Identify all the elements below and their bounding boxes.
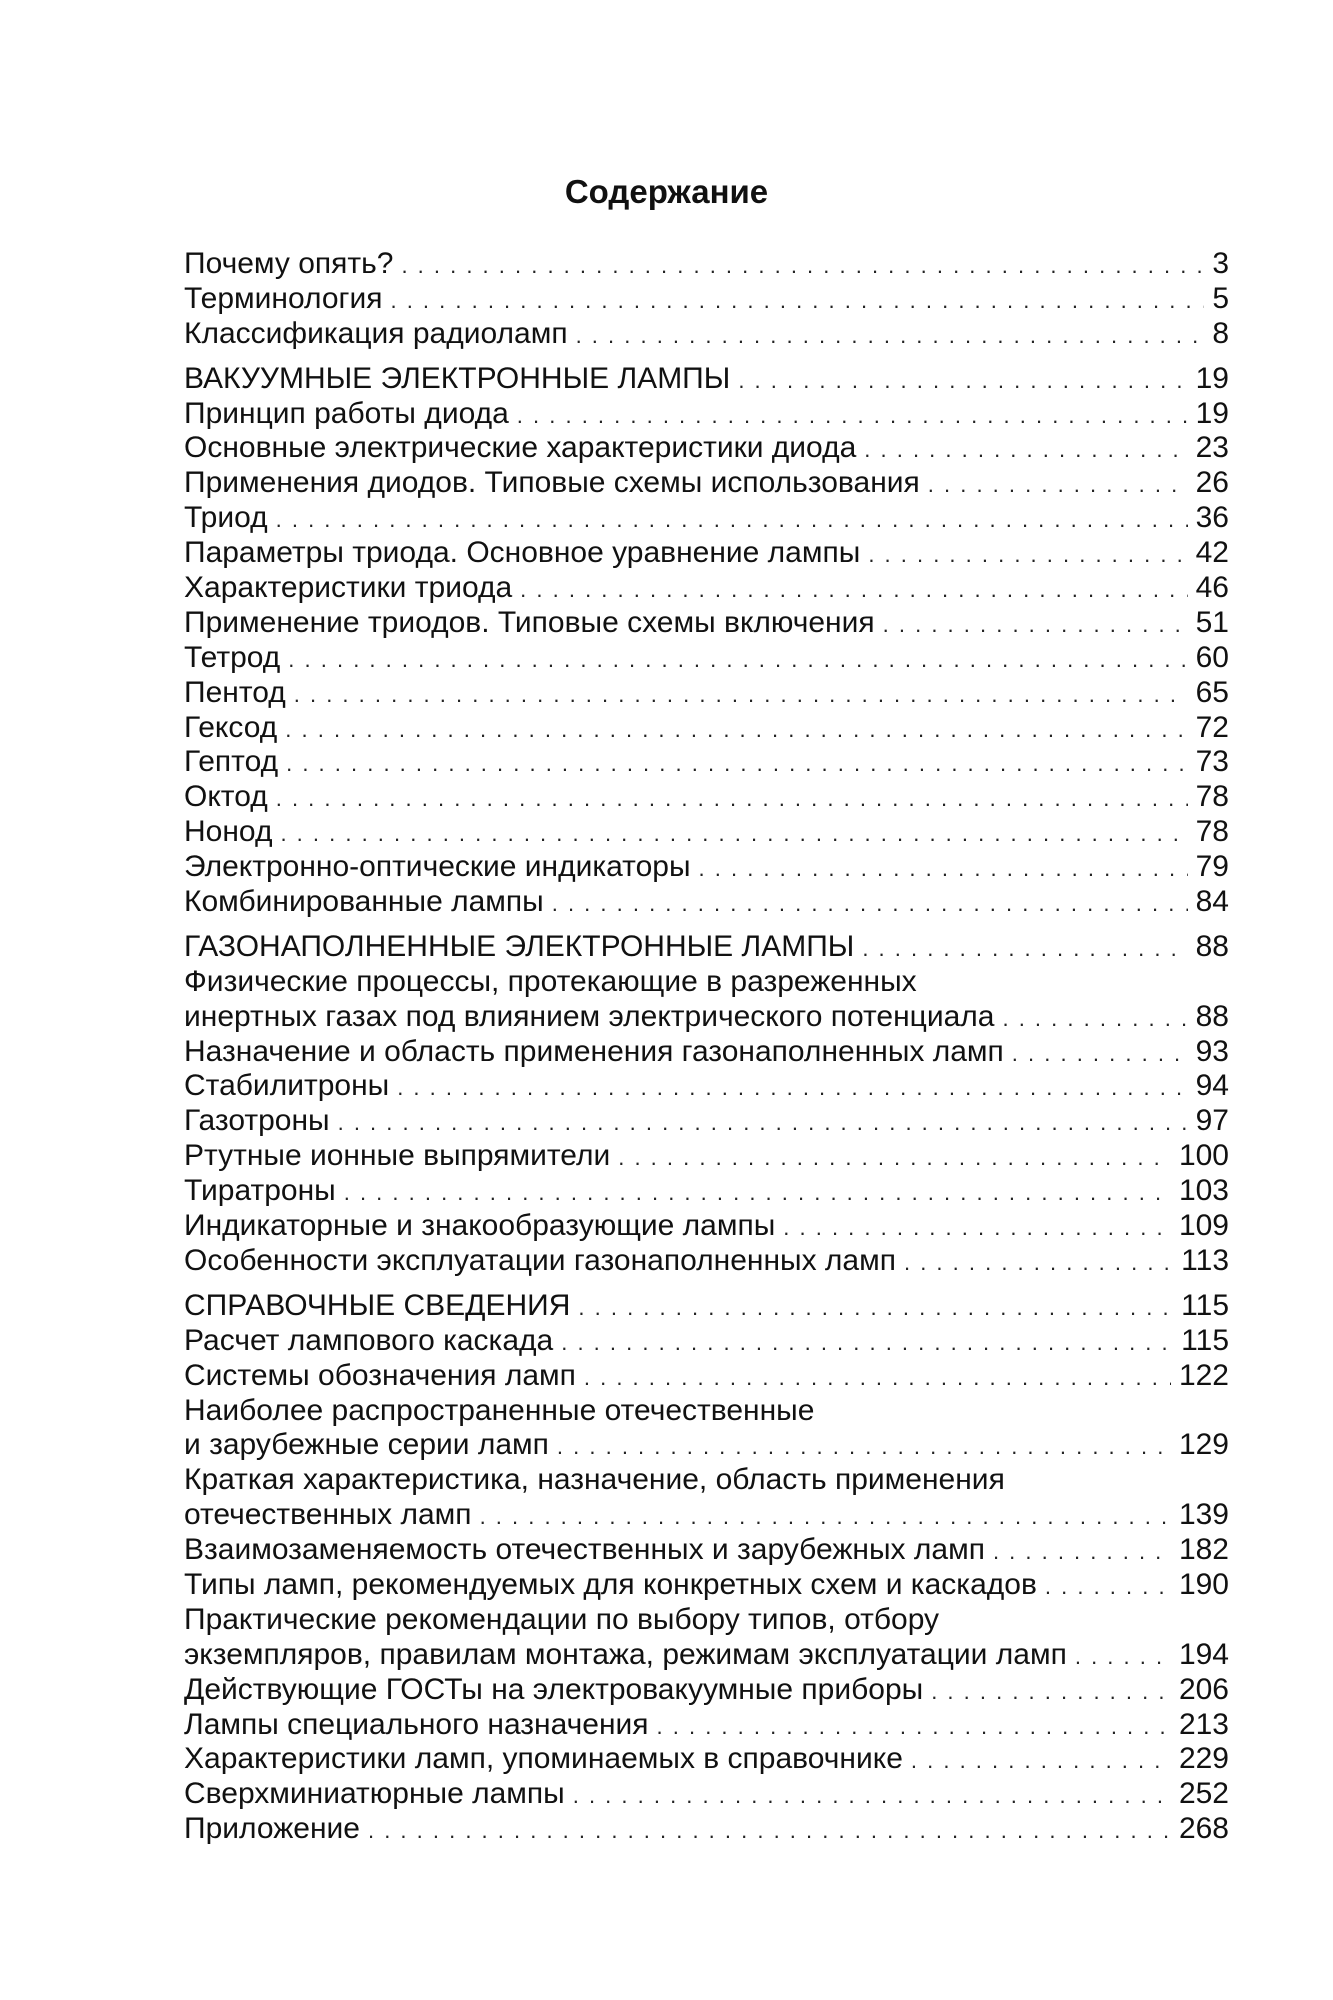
dot-leader [390,284,1204,319]
dot-leader [868,538,1187,573]
toc-entry [184,1244,1229,1279]
toc-entry-title: Гептод [184,745,279,779]
dot-leader [517,399,1188,434]
dot-leader [578,1291,1173,1326]
toc-entry [184,1742,1229,1777]
toc-entry-title: Практические рекомендации по выбору типов, отбору [184,1602,940,1636]
toc-page-number: 206 [1178,1672,1229,1706]
dot-leader [1075,1640,1171,1675]
toc-entry-title: Классификация радиоламп [184,316,568,350]
toc-entry [184,397,1229,432]
dot-leader [552,887,1188,922]
toc-entry-title: СПРАВОЧНЫЕ СВЕДЕНИЯ [184,1288,571,1322]
toc-entry-title: Наиболее распространенные отечественные [184,1393,815,1427]
toc-entry-title: инертных газах под влиянием электрического потенциала [184,999,995,1033]
toc-page-number: 78 [1195,815,1229,849]
toc-entry-title: Приложение [184,1812,360,1846]
toc-entry-title: Характеристики ламп, упоминаемых в справочнике [184,1742,903,1776]
toc-entry [184,815,1229,850]
toc-entry-title: Тетрод [184,640,281,674]
toc-entry-title: Почему опять? [184,247,394,280]
toc-page-number: 268 [1178,1812,1229,1846]
toc-page-number: 51 [1195,605,1229,639]
toc-entry-title: Назначение и область применения газонаполненных ламп [184,1034,1004,1068]
dot-leader [657,1710,1171,1745]
toc-entry-title: экземпляров, правилам монтажа, режимам эксплуатации ламп [184,1637,1067,1671]
dot-leader [1002,1002,1187,1037]
toc-page-number: 113 [1181,1243,1229,1277]
dot-leader [285,713,1187,748]
dot-leader [584,1361,1171,1396]
toc-page-number: 19 [1195,396,1229,430]
toc-page-number: 88 [1195,999,1229,1033]
dot-leader [931,1675,1171,1710]
toc-page-number: 229 [1178,1742,1229,1776]
dot-leader [280,817,1187,852]
toc-entry [184,745,1229,780]
dot-leader [699,852,1188,887]
dot-leader [911,1744,1171,1779]
toc-page-number: 190 [1178,1567,1229,1601]
toc-entry [184,676,1229,711]
toc-entry-title: ВАКУУМНЫЕ ЭЛЕКТРОННЫЕ ЛАМПЫ [184,361,731,395]
toc-entry [184,247,1229,282]
toc-page-number: 26 [1195,466,1229,500]
toc-page-number: 100 [1178,1139,1229,1173]
toc-page-number: 109 [1178,1209,1229,1243]
dot-leader [561,1326,1173,1361]
toc-entry-title: Нонод [184,815,273,849]
toc-entry-title: Лампы специального назначения [184,1707,649,1741]
toc-page-number: 88 [1195,929,1229,963]
dot-leader [344,1176,1171,1211]
toc-entry-title: отечественных ламп [184,1498,472,1532]
toc-entry [184,1463,1229,1498]
dot-leader [576,319,1205,354]
toc-entry [184,1104,1229,1139]
toc-entry [184,1812,1229,1847]
page-title: Содержание [564,173,769,210]
toc-entry-title: Характеристики триода [184,571,513,605]
toc-entry-title: Октод [184,780,268,814]
toc-entry-title: Пентод [184,675,286,709]
toc-entry-title: Действующие ГОСТы на электровакуумные приборы [184,1672,924,1706]
toc-entry [184,501,1229,536]
toc-entry [184,1394,1229,1429]
toc-entry-title: Тиратроны [184,1174,336,1208]
toc-entry-title: Физические процессы, протекающие в разреженных [184,964,917,998]
toc-page-number: 122 [1178,1358,1229,1392]
toc-page-number: 84 [1195,885,1229,919]
toc-entry [184,1000,1229,1035]
toc-entry-title: Системы обозначения ламп [184,1358,576,1392]
toc-entry-title: Расчет лампового каскада [184,1323,554,1357]
toc-entry [184,1069,1229,1104]
toc-entry-title: Индикаторные и знакообразующие лампы [184,1209,776,1243]
toc-page-number: 79 [1195,850,1229,884]
toc-entry-title: Газотроны [184,1104,330,1138]
toc-entry-title: Взаимозаменяемость отечественных и зарубежных ламп [184,1533,985,1567]
toc-entry [184,885,1229,920]
toc-page-number: 129 [1178,1428,1229,1462]
toc-page-number: 103 [1178,1174,1229,1208]
dot-leader [862,932,1187,967]
toc-page-number: 23 [1195,431,1229,465]
toc-entry [184,1035,1229,1070]
toc-entry [184,1777,1229,1812]
dot-leader [338,1106,1188,1141]
dot-leader [520,573,1187,608]
toc-page-number: 46 [1195,571,1229,605]
toc-page-number: 72 [1195,710,1229,744]
toc-entry-title: и зарубежные серии ламп [184,1428,549,1462]
toc-page-number: 115 [1181,1323,1229,1357]
dot-leader [1045,1570,1171,1605]
dot-leader [401,249,1204,284]
toc-entry-title: Сверхминиатюрные лампы [184,1777,565,1811]
toc-entry-title: Применение триодов. Типовые схемы включения [184,605,875,639]
toc-entry [184,1209,1229,1244]
toc-page-number: 19 [1195,361,1229,395]
toc-entry-title: Применения диодов. Типовые схемы использования [184,466,920,500]
dot-leader [618,1141,1171,1176]
dot-leader [783,1211,1171,1246]
toc-page-number: 94 [1195,1069,1229,1103]
toc-page-number: 93 [1195,1034,1229,1068]
dot-leader [904,1246,1173,1281]
toc-entry-title: Гексод [184,710,278,744]
toc-page-number: 73 [1195,745,1229,779]
toc-section-heading [184,930,1229,965]
toc-page-number: 213 [1178,1707,1229,1741]
toc-page-number: 252 [1178,1777,1229,1811]
toc-entry [184,1673,1229,1708]
toc-page-number: 3 [1212,247,1229,280]
toc-entry [184,1324,1229,1359]
dot-leader [928,468,1188,503]
toc-page-number: 36 [1195,501,1229,535]
toc-entry [184,965,1229,1000]
toc-entry [184,1139,1229,1174]
toc-page-number: 8 [1212,316,1229,350]
toc-entry [184,1498,1229,1533]
dot-leader [573,1779,1171,1814]
toc-entry-title: Комбинированные лампы [184,885,544,919]
toc-section-heading [184,1289,1229,1324]
toc-entry [184,850,1229,885]
toc-entry-title: Триод [184,501,268,535]
toc-page-number: 5 [1212,281,1229,315]
toc-page-number: 97 [1195,1104,1229,1138]
toc-entry [184,466,1229,501]
toc-entry [184,1603,1229,1638]
toc-entry-title: Терминология [184,281,383,315]
toc-entry-title: Параметры триода. Основное уравнение лампы [184,536,861,570]
toc-entry [184,641,1229,676]
toc-entry [184,317,1229,352]
toc-entry-title: Ртутные ионные выпрямители [184,1139,611,1173]
toc-page-number: 139 [1178,1498,1229,1532]
toc-entry [184,1533,1229,1568]
dot-leader [286,747,1188,782]
dot-leader [368,1814,1171,1849]
toc-entry [184,1568,1229,1603]
toc-entry [184,1174,1229,1209]
toc-page-number: 182 [1178,1533,1229,1567]
toc-entry [184,1428,1229,1463]
dot-leader [288,643,1187,678]
dot-leader [276,782,1188,817]
dot-leader [864,433,1187,468]
toc-entry [184,536,1229,571]
toc-entry-title: Типы ламп, рекомендуемых для конкретных схем и каскадов [184,1567,1037,1601]
toc-entry-title: ГАЗОНАПОЛНЕННЫЕ ЭЛЕКТРОННЫЕ ЛАМПЫ [184,929,855,963]
toc-entry [184,571,1229,606]
toc-entry [184,606,1229,641]
toc-section-heading [184,362,1229,397]
toc-entry-title: Краткая характеристика, назначение, область применения [184,1463,1005,1497]
toc-entry [184,1638,1229,1673]
toc-entry [184,1708,1229,1743]
toc-page-number: 60 [1195,640,1229,674]
toc-page-number: 42 [1195,536,1229,570]
dot-leader [738,364,1187,399]
toc-entry [184,431,1229,466]
dot-leader [883,608,1188,643]
toc-page-number: 78 [1195,780,1229,814]
toc-entry [184,711,1229,746]
toc-entry-title: Стабилитроны [184,1069,390,1103]
toc-page-number: 115 [1181,1288,1229,1322]
toc-entry [184,780,1229,815]
toc-entry-title: Особенности эксплуатации газонаполненных ламп [184,1243,896,1277]
toc-entry-title: Электронно-оптические индикаторы [184,850,691,884]
toc-page-number: 194 [1178,1637,1229,1671]
toc-entry-title: Основные электрические характеристики диода [184,431,857,465]
dot-leader [1012,1037,1188,1072]
dot-leader [480,1500,1171,1535]
toc-entry [184,282,1229,317]
table-of-contents [184,247,1229,1847]
dot-leader [397,1071,1187,1106]
dot-leader [993,1535,1171,1570]
toc-entry-title: Принцип работы диода [184,396,509,430]
dot-leader [557,1430,1171,1465]
toc-entry [184,1359,1229,1394]
dot-leader [276,503,1188,538]
dot-leader [294,678,1188,713]
toc-page-number: 65 [1195,675,1229,709]
